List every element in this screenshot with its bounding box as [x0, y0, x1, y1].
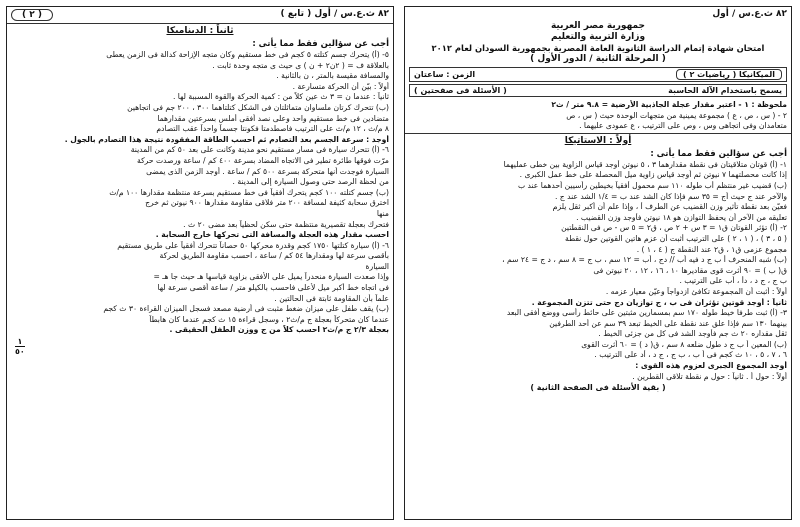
question-line: ٦ ، ٧ ، ٥ ، ١٠ ث كجم فى أ ب ، ب ج ، ج د ، أد على الترتيب .	[594, 350, 787, 360]
question-line: ٥- (أ) يتحرك جسم كتلته ٥ كجم فى خط مستقيم وكان متجه الإزاحة كدالة فى الزمن يعطى	[106, 50, 389, 59]
question-line: ثانياً : عندما ن = ٣ ث عين كلاً من : كمية الحركة والقوة المسببة لها .	[172, 92, 389, 102]
question-line: اخترق سحابة كثيفة لمسافة ٢٠٠ متر فلاقى مقاومة مقدارها ٩٠٠ نيوتن ثم خرج	[145, 198, 389, 208]
question-line: ثانياً : أوجد قوتين تؤثران فى ب ، ج توازيان دج حتى تتزن المجموعة .	[531, 297, 787, 307]
question-line: ٢- (أ) تؤثر القوتان ق١ = ٣ س + ٢ ص ، ق٢ = ٥ س - ص فى النقطتين	[561, 223, 787, 233]
header-code: ٨٢ ث.ع.س / أول	[712, 9, 787, 19]
question-line: فى اتجاه خط أكبر ميل لأعلى فاحسب بالكيلو متر / ساعة أقصى سرعة لها	[157, 283, 389, 293]
question-line: منها	[376, 208, 389, 218]
title-stage: ( المرحلة الثانية / الدور الأول )	[530, 54, 666, 64]
question-line: ٨ م/ث ، ١٢ م/ث على الترتيب فاصطدمتا فكونتا جسماً واحداً عقب التصادم	[156, 124, 389, 134]
remark-line: ٢ - ( س ، ص ، ع ) مجموعة يمينية من متجهات الوحدة حيث ( س ، ص	[566, 110, 787, 120]
subject-label: الميكانيكا ( رياضيات ٢ )	[676, 69, 782, 80]
questions-body	[7, 50, 393, 336]
instruction: أجب عن سؤالين فقط مما يأتى :	[252, 39, 389, 49]
question-line: بينهما ١٣٠ سم فإذا علق عند نقطة على الخيط تبعد ٣٩ سم عن أحد الطرفين	[549, 318, 787, 328]
question-line: بعجلة ٢/٣ ج م/ث٢ احسب كلاً من ج ووزن الطفل الحقيقى .	[169, 325, 389, 335]
question-line: ٦- (أ) تتحرك سيارة فى مسار مستقيم نحو مدينة وكانت على بعد ٥٠ كم من المدينة	[130, 145, 389, 155]
question-line: بأقصى سرعة لها ومقدارها ٥٤ كم / ساعة ، احسب مقاومة الطريق لحركة	[159, 251, 389, 261]
title-exam: امتحان شهادة إتمام الدراسة الثانوية العامة المصرية بجمهورية السودان لعام ٢٠١٢	[431, 43, 765, 53]
page-number: ( ٢ )	[11, 9, 53, 21]
question-line: (ب) شبه المنحرف أ ب ج د فيه أب // دج ، أب = ١٢ سم ، ب ج = ٨ سم ، د ج = ٢٤ سم ،	[502, 255, 787, 265]
question-line: والآخر عند ج حيث أج = ٣٥ سم فإذا كان الشد عند ب = ١/٤ الشد عند ج .	[554, 191, 787, 201]
title-country: جمهورية مصر العربية	[550, 21, 646, 31]
exam-title-block	[405, 21, 791, 65]
question-line: ثقل مقداره ٢٠ ث جم فأوجد الشد فى كل من جزئى الخيط .	[598, 329, 787, 339]
question-line: أولاً : أثبت أن المجموعة تكافئ ازدواجاً وعيّن معيار عزمه .	[605, 286, 787, 296]
question-line: السيارة	[365, 261, 389, 271]
question-line: فعيّن بعد نقطة تأثير وزن القضيب عن الطرف أ ، وإذا علم أن أكبر ثقل يلزم	[552, 202, 787, 212]
remark-block	[405, 99, 791, 134]
remark-line: ملحوظة : ١ - اعتبر مقدار عجلة الجاذبية الأرضية = ٩.٨ متر / ث٢	[551, 100, 787, 109]
time-label: الزمن : ساعتان	[414, 70, 476, 79]
question-line: وإذا صعدت السيارة منحدراً يميل على الأفقى بزاوية قياسها هـ حيث جا هـ =	[153, 272, 389, 282]
section-title-statics: أولاً : الاستاتيكا	[564, 135, 632, 146]
question-line: ( ٥ ، ٣ ) ، ( ١ ، ٢ ) على الترتيب أثبت أن عزم هاتين القوتين حول نقطة	[565, 233, 787, 243]
question-line: احسب مقدار هذه العجلة والمسافة التى تحركها خارج السحابة .	[155, 230, 389, 240]
question-line: ٣- (أ) ثبت طرفا خيط طوله ١٧٠ سم بمسمارين مثبتين على حائط رأسى ووضع أفقى البعد	[506, 308, 787, 318]
pages-note: ( الأسئلة فى صفحتين )	[414, 86, 507, 95]
question-line: تعليقه من الآخر أن يحفظ التوازن هو ١٨ نيوتن فأوجد وزن القضيب .	[576, 212, 787, 222]
question-line: أوجد : سرعة الجسم بعد التصادم ثم احسب الطاقة المفقودة نتيجة هذا التصادم بالجول .	[64, 134, 389, 144]
question-line: (ب) قضيب غير منتظم أب طوله ١١٠ سم محمول أفقياً بخيطين رأسيين أحدهما عند ب	[517, 180, 787, 190]
title-ministry: وزارة التربية والتعليم	[550, 32, 646, 42]
question-line: السيارة فوجدت أنها متحركة بسرعة ٥٠٠ كم / ساعة . أوجد الزمن الذى يمضى	[146, 166, 389, 176]
questions-body	[405, 160, 791, 382]
question-line: ١- (أ) قوتان متلاقيتان فى نقطة مقدارهما ٣ ، ٥ نيوتن أوجد قياس الزاوية بين خطى عمليهما	[503, 159, 787, 169]
page-header	[405, 7, 791, 21]
exam-page-1	[404, 6, 792, 520]
calculator-note: يسمح باستخدام الآلة الحاسبة	[668, 86, 782, 95]
instruction: أجب عن سؤالين فقط مما يأتى :	[650, 148, 787, 159]
question-line: (ب) تتحرك كرتان ملساوان متماثلتان فى الشكل كتلتاهما ٣٠٠ ، ٢٠٠ جم فى اتجاهين	[127, 102, 389, 112]
question-line: متضادين فى خط مستقيم واحد وعلى نصد أفقى أملس بسرعتين مقدارهما	[157, 113, 389, 123]
question-line: بالعلاقة ف = ( ٢ن٢ + ن ) ى حيث ى متجه وحدة ثابت .	[212, 60, 389, 70]
question-line: أولاً : بيّن أن الحركة متسارعة .	[292, 81, 389, 91]
question-line: ٦- (أ) سيارة كتلتها ١٧٥٠ كجم وقدرة محركها ٥٠ حصاناً تتحرك أفقياً على طريق مستقيم	[117, 240, 389, 250]
question-line: علماً بأن المقاومة ثابتة فى الحالتين .	[274, 293, 389, 303]
remark-line: متعامدان وفى اتجاهى وس ، وص على الترتيب ، ع عمودى عليهما .	[579, 121, 787, 131]
question-line: والمسافة مقيسة بالمتر ، ن بالثانية .	[276, 71, 389, 81]
subject-time-row	[409, 67, 787, 82]
question-line: مرّت فوقها طائرة تطير فى الاتجاه المضاد بسرعة ٤٠٠ كم / ساعة ورصدت حركة	[137, 155, 389, 165]
question-line: ب ج ، ج د ، دأ ، أب على الترتيب .	[679, 276, 787, 286]
fraction-numerator: ١	[15, 337, 25, 347]
question-line: من لحظة الرصد حتى وصول السيارة إلى المدينة .	[232, 177, 389, 187]
question-line: فتحرك بعجلة تقصيرية منتظمة حتى سكن لحظياً بعد مضى ٢٠ ث .	[183, 219, 389, 229]
question-line: إذا كانت محصلتهما ٧ نيوتن ثم أوجد قياس زاوية ميل المحصلة على خط عمل الكبرى .	[519, 170, 787, 180]
section-title-dynamics: ثانياً : الديناميكا	[166, 26, 234, 36]
question-line: ق( ب ) = ٩٠ أثرت قوى مقاديرها ١٠ ، ١٦ ، ١٢ ، ٢٠ نيوتن فى	[593, 265, 787, 275]
header-code: ٨٢ ث.ع.س / أول ( تابع )	[280, 9, 389, 19]
fraction-denominator: ٥٠	[15, 347, 25, 356]
question-line: (ب) المعين أ ب ج د طول ضلعه ٨ سم ، ق( د ) = ٦٠ أثرت القوى	[581, 339, 787, 349]
question-line: أوجد المجموع الجبرى لعزوم هذه القوى :	[635, 361, 787, 371]
question-line: (ب) يقف طفل على ميزان ضغط مثبت فى أرضية مصعد فسجل الميزان القراءة ٣٠ ث كجم	[103, 304, 389, 314]
calculator-row	[409, 84, 787, 97]
question-line: مجموع عزمى ق١ ، ق٢ عند النقطة ج ( ٤ ، ١ ) .	[636, 244, 787, 254]
fraction-sin-angle	[15, 337, 25, 356]
question-line: عندما كان متحركاً بعجلة ج م/ث٢ ، وسجل قراءة ١٥ ث كجم عندما كان هابطاً	[149, 314, 389, 324]
page-header	[7, 7, 393, 24]
question-line: (ب) جسم كتلته ١٠٠ كجم يتحرك أفقياً فى خط مستقيم بسرعة منتظمة مقدارها ١٠٠ م/ث	[109, 187, 389, 197]
continued-footer: ( بقية الأسئلة فى الصفحة الثانية )	[530, 383, 666, 393]
exam-page-2	[6, 6, 394, 520]
question-line: أولاً : حول أ . ثانياً : حول م نقطة تلاقى القطرين .	[632, 371, 787, 381]
